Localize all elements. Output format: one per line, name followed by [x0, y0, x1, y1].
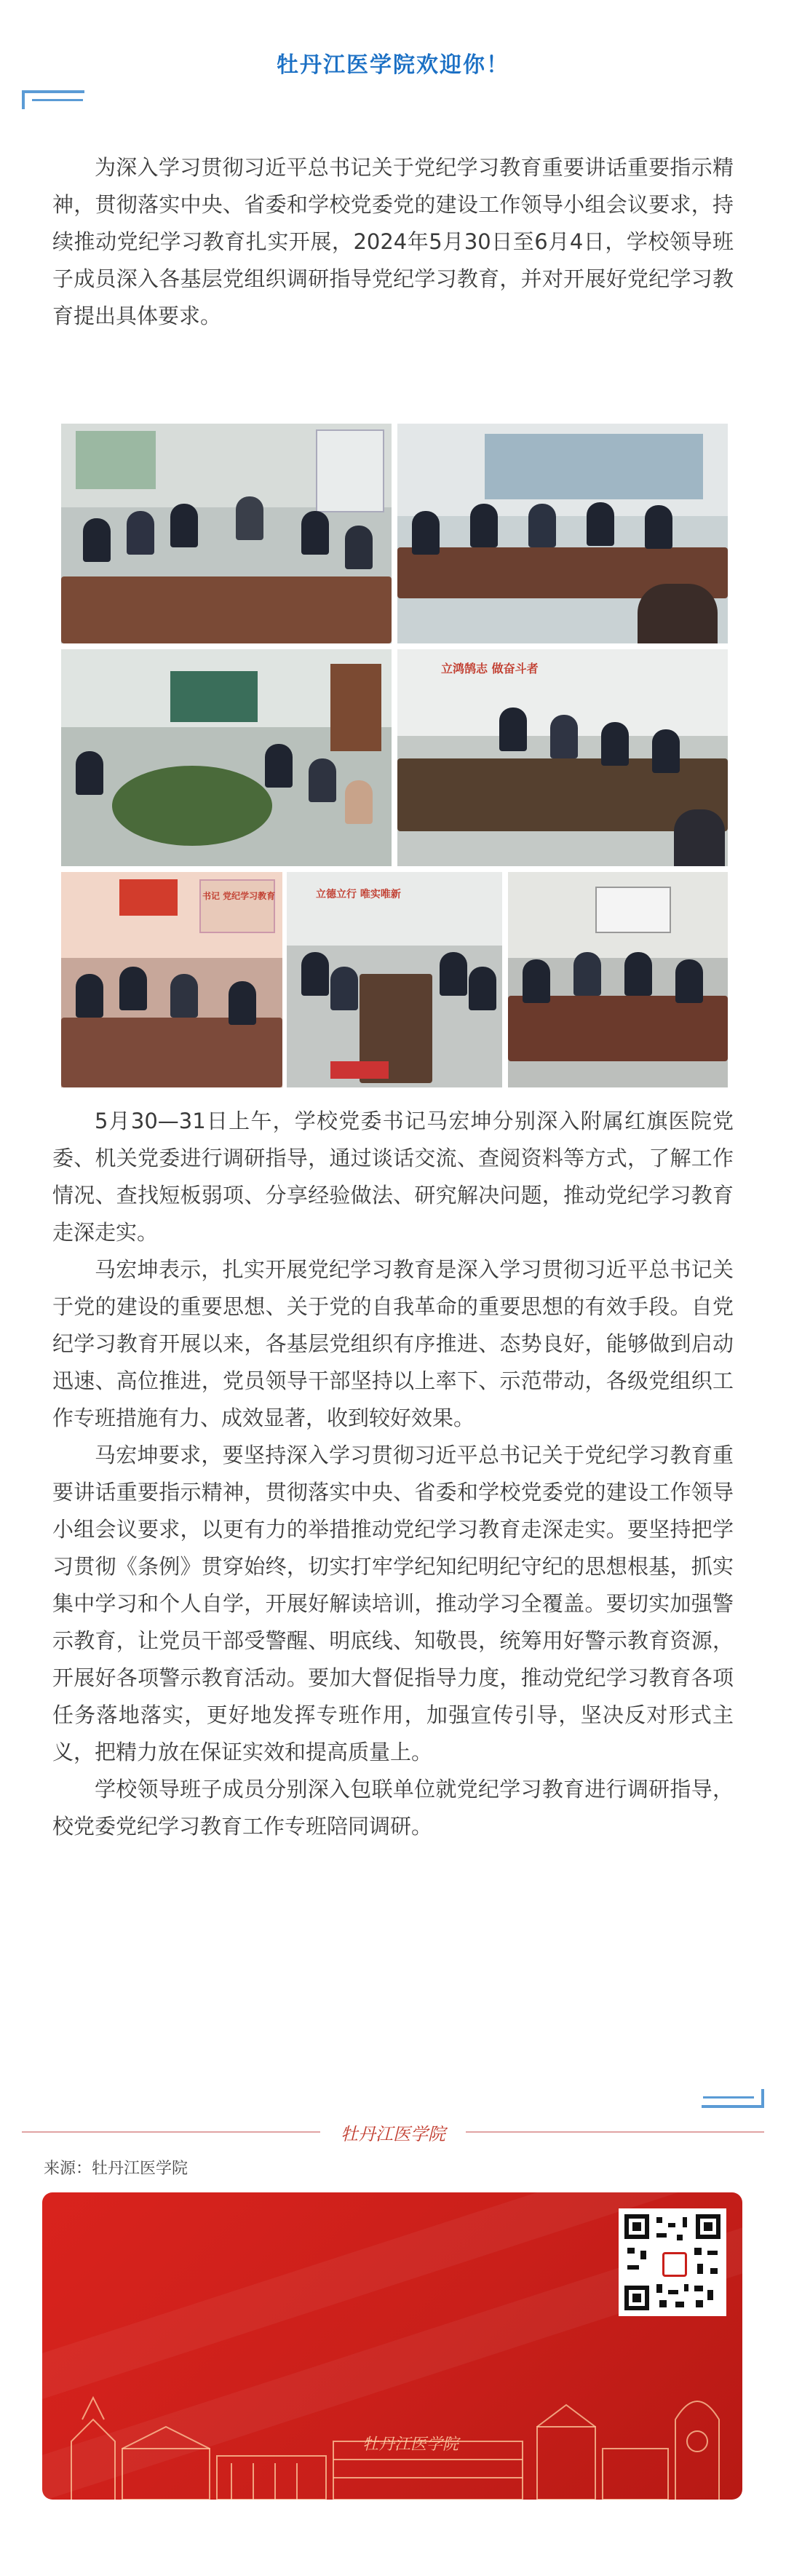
meeting-photo-4	[397, 649, 728, 866]
qr-code[interactable]	[619, 2208, 726, 2316]
photo-banner-2: 立德立行 唯实唯新	[316, 889, 401, 900]
photo-banner-1: 立鸿鹄志 做奋斗者	[441, 662, 539, 675]
paragraph-4: 马宏坤要求，要坚持深入学习贯彻习近平总书记关于党纪学习教育重要讲话重要指示精神，贯彻落实中央、省委和学校党委党的建设工作领导小组会议要求，以更有力的举措推动党纪学习教育走深走实。要坚持把学习贯彻《条例》贯穿始终，切实打牢学纪知纪明纪守纪的思想根基，抓实集中学习和个人自学，开展好解读培训，推动学习全覆盖。要切实加强警示教育，让党员干部受警醒、明底线、知敬畏，统筹用好警示教育资源，开展好各项警示教育活动。要加大督促指导力度，推动党纪学习教育各项任务落地落实，更好地发挥专班作用，加强宣传引导，坚决反对形式主义，把精力放在保证实效和提高质量上。	[52, 1443, 734, 1764]
meeting-photo-5	[61, 872, 282, 1087]
photo-banner-3: 书记 党纪学习教育	[202, 891, 276, 901]
meeting-photo-6	[287, 872, 502, 1087]
paragraph-2: 5月30—31日上午，学校党委书记马宏坤分别深入附属红旗医院党委、机关党委进行调研指导，通过谈话交流、查阅资料等方式，了解工作情况、查找短板弱项、分享经验做法、研究解决问题，推动党纪学习教育走深走实。	[52, 1109, 734, 1245]
meeting-photo-7	[508, 872, 728, 1087]
campus-skyline-illustration	[42, 2332, 742, 2500]
photo-collage	[61, 424, 728, 1087]
meeting-photo-2	[397, 424, 728, 643]
footer-corner-decoration	[699, 2089, 764, 2111]
paragraph-3: 马宏坤表示，扎实开展党纪学习教育是深入学习贯彻习近平总书记关于党的建设的重要思想、关于党的自我革命的重要思想的有效手段。自党纪学习教育开展以来，各基层党组织有序推进、态势良好，能够做到启动迅速、高位推进，党员领导干部坚持以上率下、示范带动，各级党组织工作专班措施有力、成效显著，收到较好效果。	[52, 1257, 734, 1430]
page-title: 牡丹江医学院欢迎你！	[277, 52, 509, 78]
source-line: 来源：牡丹江医学院	[44, 2160, 188, 2178]
card-logo-text: 牡丹江医学院	[362, 2436, 459, 2454]
college-signature: 牡丹江医学院	[320, 2120, 466, 2144]
paragraph-5: 学校领导班子成员分别深入包联单位就党纪学习教育进行调研指导，校党委党纪学习教育工作专班陪同调研。	[52, 1777, 734, 1839]
paragraph-1: 为深入学习贯彻习近平总书记关于党纪学习教育重要讲话重要指示精神，贯彻落实中央、省委和学校党委党的建设工作领导小组会议要求，持续推动党纪学习教育扎实开展，2024年5月30日至6月4日，学校领导班子成员深入各基层党组织调研指导党纪学习教育，并对开展好党纪学习教育提出具体要求。	[52, 155, 734, 328]
article-intro	[52, 149, 734, 335]
header-corner-decoration	[22, 90, 87, 112]
footer-card	[42, 2192, 742, 2500]
meeting-photo-3	[61, 649, 392, 866]
article-body	[52, 1103, 734, 1845]
meeting-photo-1	[61, 424, 392, 643]
